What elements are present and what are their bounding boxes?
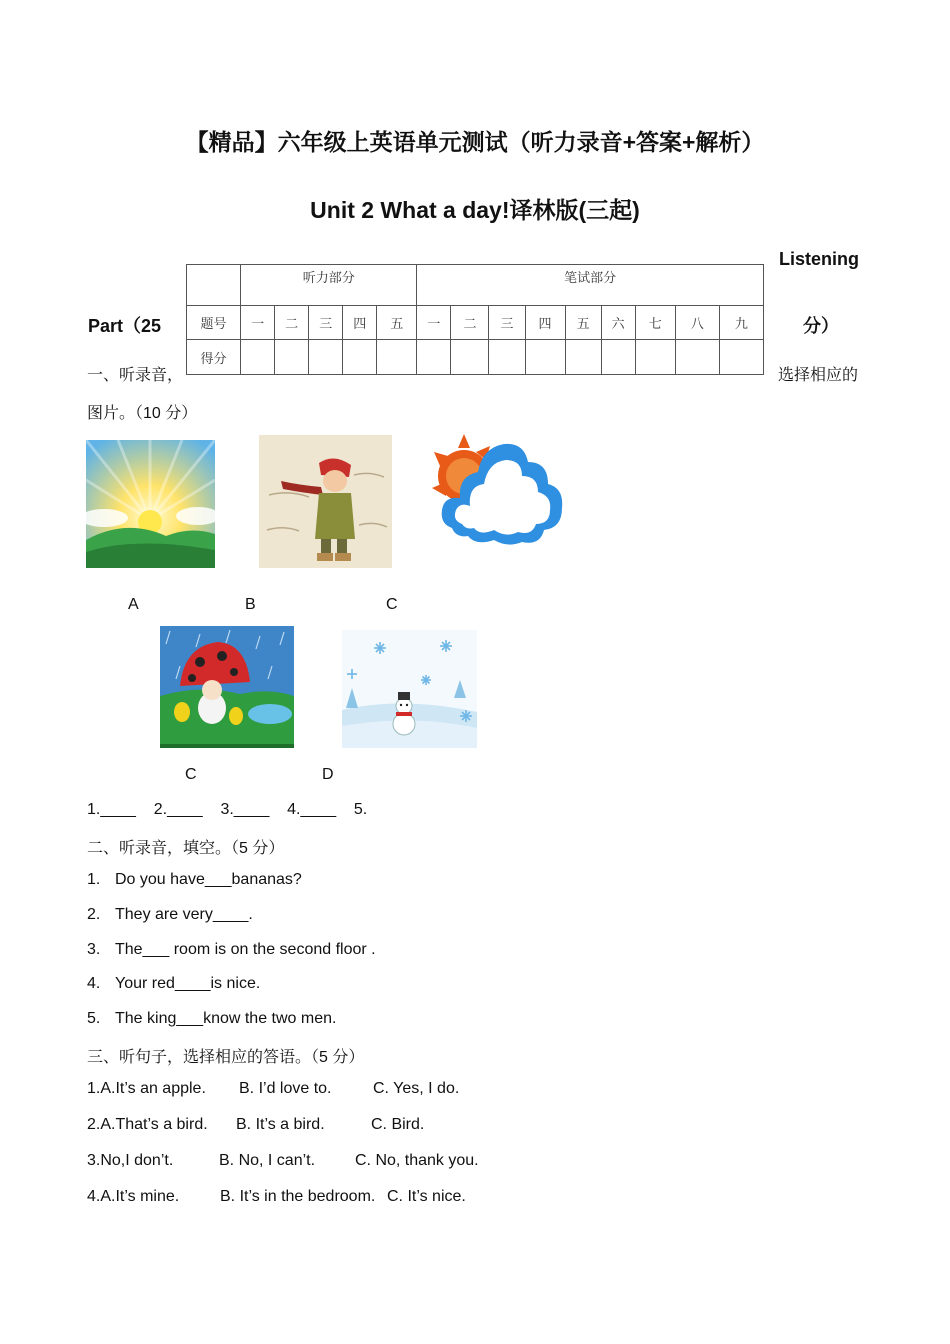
page-title: 【精品】六年级上英语单元测试（听力录音+答案+解析） bbox=[185, 129, 765, 155]
option-a: 4.A.It’s mine. bbox=[87, 1188, 180, 1205]
listening-col: 一 bbox=[241, 306, 275, 340]
score-cell[interactable] bbox=[489, 340, 525, 375]
part-suffix: 分） bbox=[803, 316, 839, 336]
score-cell[interactable] bbox=[377, 340, 417, 375]
score-cell[interactable] bbox=[635, 340, 675, 375]
score-table-corner bbox=[187, 265, 241, 306]
listening-section-header: 听力部分 bbox=[241, 265, 417, 306]
score-cell[interactable] bbox=[451, 340, 489, 375]
score-cell[interactable] bbox=[309, 340, 343, 375]
option-b: B. It’s a bird. bbox=[236, 1116, 325, 1133]
score-cell[interactable] bbox=[675, 340, 719, 375]
listening-col: 五 bbox=[377, 306, 417, 340]
sunrise-picture bbox=[86, 440, 215, 568]
score-cell[interactable] bbox=[719, 340, 763, 375]
part-label: Part（25 bbox=[88, 316, 162, 336]
section2-item-text: They are very____. bbox=[115, 906, 253, 923]
section3-heading: 三、听句子，选择相应的答语。（5 分） bbox=[87, 1049, 365, 1066]
option-b: B. No, I can’t. bbox=[219, 1152, 316, 1169]
writing-col: 五 bbox=[565, 306, 601, 340]
score-cell[interactable] bbox=[565, 340, 601, 375]
option-c: C. No, thank you. bbox=[355, 1152, 479, 1169]
score-cell[interactable] bbox=[601, 340, 635, 375]
listening-col: 二 bbox=[275, 306, 309, 340]
option-c: C. Yes, I do. bbox=[373, 1080, 460, 1097]
listening-word: Listening bbox=[779, 249, 859, 269]
section2-item-num: 3. bbox=[87, 941, 101, 958]
section2-item-text: Do you have___bananas? bbox=[115, 871, 302, 888]
option-b: B. It’s in the bedroom. bbox=[220, 1188, 376, 1205]
score-cell[interactable] bbox=[417, 340, 451, 375]
section2-item-text: Your red____is nice. bbox=[115, 975, 261, 992]
rainy-ladybug-picture bbox=[160, 626, 294, 748]
picture-label: B bbox=[245, 596, 256, 613]
section2-item-num: 4. bbox=[87, 975, 101, 992]
score-cell[interactable] bbox=[525, 340, 565, 375]
option-a: 1.A.It’s an apple. bbox=[87, 1080, 206, 1097]
windy-girl-picture bbox=[259, 435, 392, 568]
option-b: B. I’d love to. bbox=[239, 1080, 332, 1097]
picture-label: A bbox=[128, 596, 139, 613]
section2-heading: 二、听录音，填空。（5 分） bbox=[87, 840, 285, 857]
writing-section-header: 笔试部分 bbox=[417, 265, 764, 306]
option-c: C. Bird. bbox=[371, 1116, 425, 1133]
row-label-number: 题号 bbox=[187, 306, 241, 340]
score-cell[interactable] bbox=[275, 340, 309, 375]
picture-label: D bbox=[322, 766, 334, 783]
section2-item-text: The___ room is on the second floor . bbox=[115, 941, 376, 958]
section2-item-num: 5. bbox=[87, 1010, 101, 1027]
option-a: 2.A.That’s a bird. bbox=[87, 1116, 208, 1133]
row-label-score: 得分 bbox=[187, 340, 241, 375]
picture-label: C bbox=[185, 766, 197, 783]
section2-item-num: 1. bbox=[87, 871, 101, 888]
writing-col: 六 bbox=[601, 306, 635, 340]
writing-col: 七 bbox=[635, 306, 675, 340]
score-table bbox=[186, 264, 764, 375]
listening-col: 三 bbox=[309, 306, 343, 340]
writing-col: 二 bbox=[451, 306, 489, 340]
writing-col: 九 bbox=[719, 306, 763, 340]
page-subtitle: Unit 2 What a day!译林版(三起) bbox=[310, 197, 640, 223]
snowy-snowman-picture bbox=[342, 630, 477, 748]
writing-col: 四 bbox=[525, 306, 565, 340]
section1-heading-right: 选择相应的 bbox=[778, 367, 859, 384]
writing-col: 一 bbox=[417, 306, 451, 340]
score-cell[interactable] bbox=[343, 340, 377, 375]
picture-label: C bbox=[386, 596, 398, 613]
section2-item-text: The king___know the two men. bbox=[115, 1010, 337, 1027]
writing-col: 八 bbox=[675, 306, 719, 340]
sun-cloud-picture bbox=[430, 432, 566, 548]
answer-blanks[interactable]: 1.____ 2.____ 3.____ 4.____ 5. bbox=[87, 801, 368, 818]
listening-col: 四 bbox=[343, 306, 377, 340]
section2-item-num: 2. bbox=[87, 906, 101, 923]
score-cell[interactable] bbox=[241, 340, 275, 375]
section1-heading-left: 一、听录音， bbox=[87, 367, 184, 384]
option-c: C. It’s nice. bbox=[387, 1188, 466, 1205]
section1-heading-cont: 图片。（10 分） bbox=[87, 405, 198, 422]
option-a: 3.No,I don’t. bbox=[87, 1152, 174, 1169]
writing-col: 三 bbox=[489, 306, 525, 340]
